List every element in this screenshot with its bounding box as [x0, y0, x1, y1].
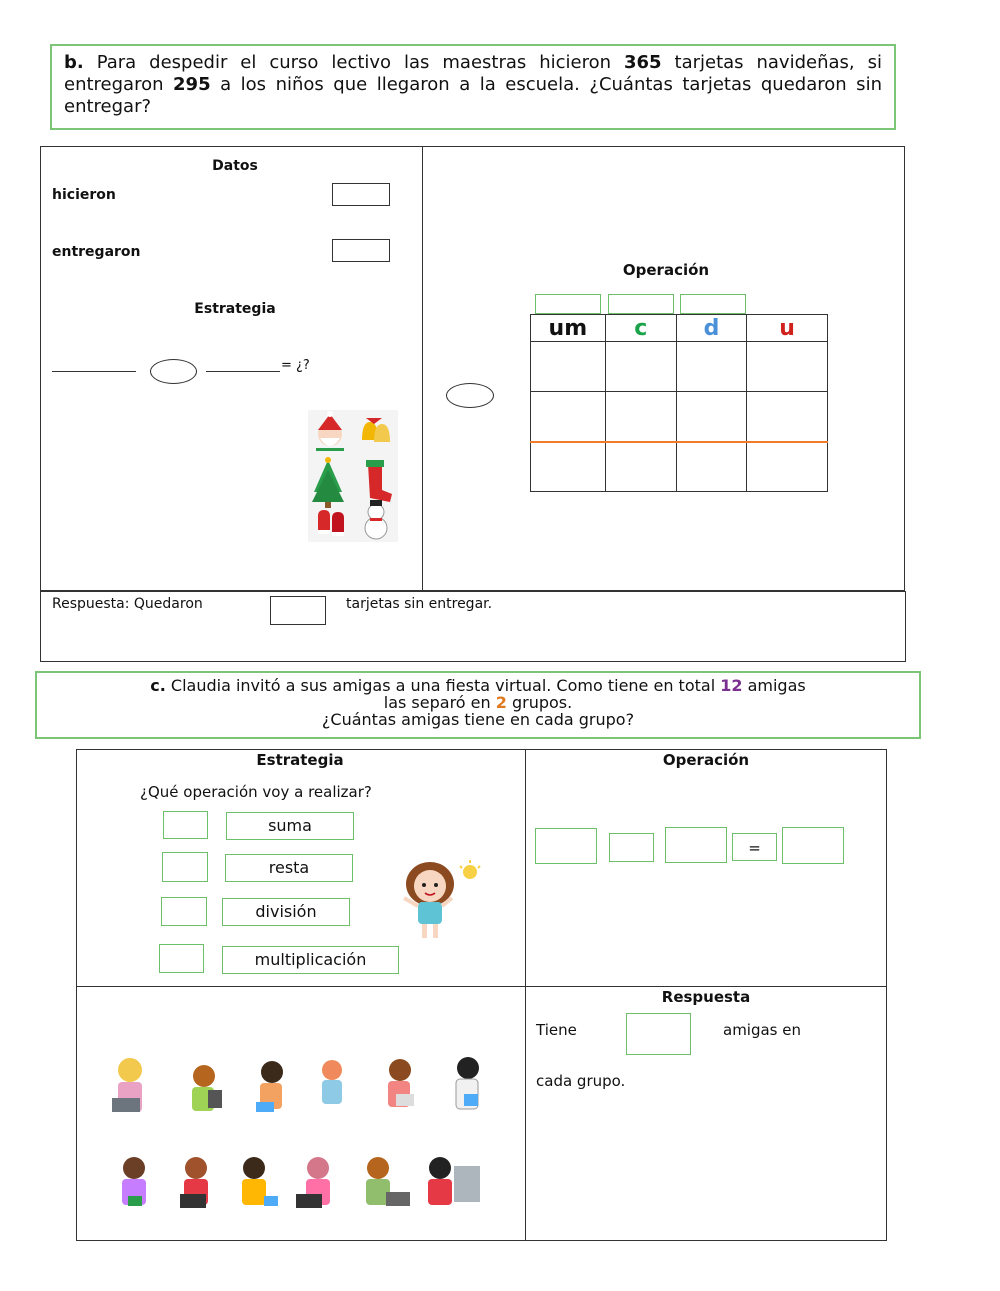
- problem-c-label: c.: [150, 676, 166, 695]
- respuesta-c-input[interactable]: [626, 1013, 691, 1055]
- datos-title: Datos: [212, 158, 258, 174]
- estrategia-c-title: Estrategia: [256, 751, 344, 769]
- carry-box-um[interactable]: [535, 294, 601, 314]
- cell-result-um[interactable]: [531, 442, 606, 492]
- carry-box-c[interactable]: [608, 294, 674, 314]
- datos-made-label: hicieron: [52, 187, 116, 203]
- option-division-label[interactable]: división: [222, 898, 350, 926]
- problem-c-text-2: amigas: [747, 676, 806, 695]
- snowman-icon: [365, 500, 387, 539]
- respuesta-c-title: Respuesta: [661, 988, 751, 1006]
- operation-c-operand-1[interactable]: [535, 828, 597, 864]
- operation-c-equals: =: [732, 833, 777, 861]
- strategy-equals: = ¿?: [281, 358, 310, 373]
- problem-c-text-3: las separó en: [383, 693, 491, 712]
- datos-made-input[interactable]: [332, 183, 390, 206]
- operacion-c-title: Operación: [662, 751, 750, 769]
- strategy-blank-2[interactable]: [206, 371, 280, 372]
- problem-b-label: b.: [64, 52, 84, 73]
- option-suma-label[interactable]: suma: [226, 812, 354, 840]
- c-vertical-divider: [525, 749, 526, 1241]
- problem-b-text-2: tarjetas navideñas, si entregaron: [64, 52, 882, 95]
- cell-result-u[interactable]: [747, 442, 828, 492]
- workspace-divider: [422, 146, 423, 591]
- santa-icon: [316, 411, 344, 451]
- cell-row1-d[interactable]: [676, 342, 746, 392]
- problem-b-num-delivered: 295: [173, 74, 211, 95]
- thinking-girl-icon: [382, 858, 486, 940]
- cell-result-c[interactable]: [605, 442, 676, 492]
- problem-c-text-4: grupos.: [511, 693, 573, 712]
- problem-c-text-1: Claudia invitó a sus amigas a una fiesta virtual. Como tiene en total: [170, 676, 716, 695]
- header-u: u: [747, 315, 828, 342]
- cell-row1-um[interactable]: [531, 342, 606, 392]
- problem-b-text-1: Para despedir el curso lectivo las maestras hicieron: [96, 52, 612, 73]
- operation-c-operand-2[interactable]: [665, 827, 727, 863]
- bells-icon: [362, 418, 390, 442]
- option-multiplicacion-check[interactable]: [159, 944, 204, 973]
- strategy-blank-1[interactable]: [52, 371, 136, 372]
- option-multiplicacion-label[interactable]: multiplicación: [222, 946, 399, 974]
- cell-row2-c[interactable]: [605, 392, 676, 442]
- cell-row1-c[interactable]: [605, 342, 676, 392]
- tree-icon: [312, 457, 344, 508]
- option-resta-check[interactable]: [162, 852, 208, 882]
- option-division-check[interactable]: [161, 897, 207, 926]
- problem-b-statement: [50, 44, 896, 130]
- problem-c-num-total: 12: [720, 676, 743, 695]
- c-horizontal-divider: [76, 986, 887, 987]
- operation-c-result[interactable]: [782, 827, 844, 864]
- place-value-table: [530, 314, 828, 492]
- cell-row2-um[interactable]: [531, 392, 606, 442]
- header-d: d: [676, 315, 746, 342]
- cell-row2-d[interactable]: [676, 392, 746, 442]
- respuesta-c-before: Tiene: [536, 1021, 577, 1039]
- stocking-icon: [366, 460, 392, 502]
- estrategia-c-question: ¿Qué operación voy a realizar?: [140, 783, 372, 801]
- respuesta-c-after: amigas en: [723, 1021, 802, 1039]
- header-c: c: [605, 315, 676, 342]
- respuesta-b-after: tarjetas sin entregar.: [346, 596, 493, 612]
- kids-with-devices-icon: [100, 1050, 500, 1226]
- problem-c-num-groups: 2: [495, 693, 507, 712]
- christmas-stickers: [308, 410, 398, 542]
- estrategia-b-title: Estrategia: [194, 301, 276, 317]
- cell-row1-u[interactable]: [747, 342, 828, 392]
- datos-delivered-label: entregaron: [52, 244, 141, 260]
- datos-delivered-input[interactable]: [332, 239, 390, 262]
- cell-row2-u[interactable]: [747, 392, 828, 442]
- strategy-operator-circle[interactable]: [150, 359, 197, 384]
- respuesta-c-line2: cada grupo.: [536, 1072, 626, 1090]
- option-resta-label[interactable]: resta: [225, 854, 353, 882]
- operation-c-operator[interactable]: [609, 833, 654, 862]
- operacion-b-title: Operación: [622, 261, 710, 279]
- respuesta-b-input[interactable]: [270, 596, 326, 625]
- mittens-icon: [318, 510, 344, 536]
- problem-b-num-made: 365: [623, 52, 662, 73]
- problem-b-text-3: a los niños que llegaron a la escuela. ¿Cuántas tarjetas quedaron sin entregar?: [64, 74, 882, 117]
- problem-c-statement: [35, 671, 921, 739]
- header-um: um: [531, 315, 606, 342]
- option-suma-check[interactable]: [163, 811, 208, 839]
- carry-box-d[interactable]: [680, 294, 746, 314]
- respuesta-b-before: Respuesta: Quedaron: [52, 596, 203, 612]
- operation-sign-circle[interactable]: [446, 383, 494, 408]
- cell-result-d[interactable]: [676, 442, 746, 492]
- problem-c-question: ¿Cuántas amigas tiene en cada grupo?: [321, 710, 635, 729]
